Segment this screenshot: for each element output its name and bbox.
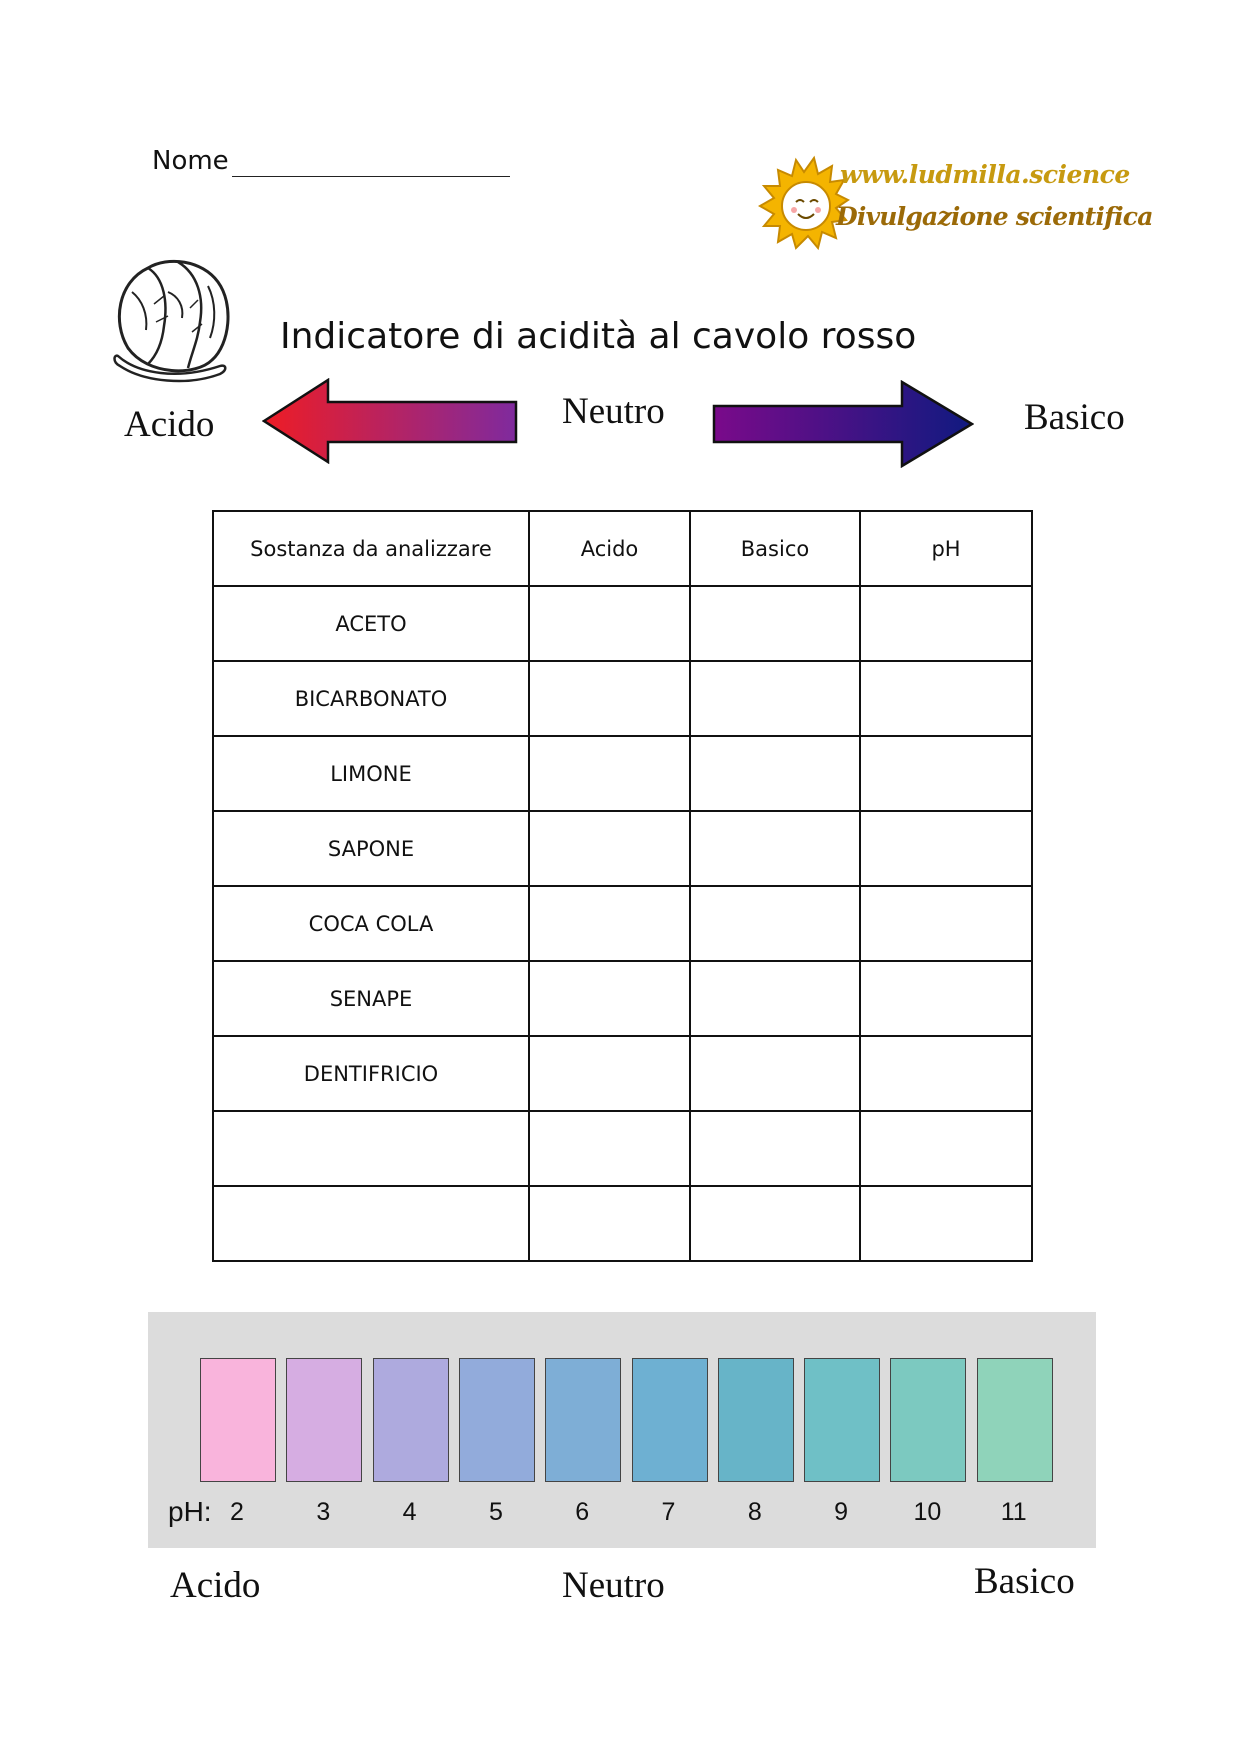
ph-value-label: 11	[1000, 1498, 1027, 1526]
acid-label-top: Acido	[124, 404, 215, 445]
answer-cell[interactable]	[690, 1036, 860, 1111]
answer-cell[interactable]	[529, 661, 690, 736]
substance-cell: SAPONE	[213, 811, 529, 886]
table-header-row	[213, 511, 1032, 586]
neutral-label-top: Neutro	[562, 391, 665, 432]
table-row	[213, 1186, 1032, 1261]
ph-value-label: 8	[747, 1498, 762, 1526]
answer-cell[interactable]	[529, 586, 690, 661]
table-row	[213, 586, 1032, 661]
table-header-cell: Acido	[529, 511, 690, 586]
ph-color-scale	[148, 1312, 1096, 1548]
acid-label-bottom: Acido	[170, 1565, 261, 1606]
answer-cell[interactable]	[529, 961, 690, 1036]
answer-cell[interactable]	[860, 1036, 1032, 1111]
table-header-cell: pH	[860, 511, 1032, 586]
ph-swatch	[545, 1358, 621, 1482]
ph-swatch	[890, 1358, 966, 1482]
table-row	[213, 811, 1032, 886]
table-row	[213, 961, 1032, 1036]
answer-cell[interactable]	[860, 586, 1032, 661]
ph-swatch	[977, 1358, 1053, 1482]
ph-value-label: 10	[913, 1498, 942, 1526]
answer-cell[interactable]	[860, 1186, 1032, 1261]
answer-cell[interactable]	[529, 811, 690, 886]
ph-value-label: 9	[834, 1498, 849, 1526]
table-row	[213, 736, 1032, 811]
neutral-label-bottom: Neutro	[562, 1565, 665, 1606]
ph-value-label: 7	[661, 1498, 676, 1526]
name-field-line[interactable]	[232, 176, 510, 177]
substance-cell: LIMONE	[213, 736, 529, 811]
substance-cell: COCA COLA	[213, 886, 529, 961]
answer-cell[interactable]	[690, 736, 860, 811]
answer-cell[interactable]	[860, 736, 1032, 811]
basic-label-bottom: Basico	[974, 1561, 1075, 1602]
table-row	[213, 886, 1032, 961]
ph-swatch	[286, 1358, 362, 1482]
results-table	[212, 510, 1033, 1262]
substance-cell[interactable]	[213, 1186, 529, 1261]
answer-cell[interactable]	[690, 661, 860, 736]
answer-cell[interactable]	[529, 886, 690, 961]
table-row	[213, 661, 1032, 736]
answer-cell[interactable]	[860, 1111, 1032, 1186]
table-row	[213, 1036, 1032, 1111]
acid-arrow-icon	[262, 378, 518, 464]
ph-swatch	[373, 1358, 449, 1482]
ph-value-label: 2	[230, 1498, 244, 1526]
answer-cell[interactable]	[529, 1036, 690, 1111]
answer-cell[interactable]	[529, 1111, 690, 1186]
ph-value-label: 4	[402, 1498, 417, 1526]
logo-tagline: Divulgazione scientifica	[836, 202, 1153, 231]
basic-arrow-icon	[712, 380, 974, 468]
name-label: Nome	[152, 146, 229, 176]
answer-cell[interactable]	[690, 1186, 860, 1261]
ph-swatch	[459, 1358, 535, 1482]
sun-face-icon	[760, 158, 848, 248]
answer-cell[interactable]	[860, 661, 1032, 736]
table-header-cell: Basico	[690, 511, 860, 586]
answer-cell[interactable]	[690, 1111, 860, 1186]
table-header-cell: Sostanza da analizzare	[213, 511, 529, 586]
table-row	[213, 1111, 1032, 1186]
table-body	[213, 586, 1032, 1261]
logo-url-text: www.ludmilla.science	[840, 160, 1130, 189]
ph-scale-label: pH:	[168, 1496, 212, 1527]
ph-swatch	[718, 1358, 794, 1482]
cabbage-icon	[108, 252, 238, 384]
ph-value-label: 5	[488, 1498, 503, 1526]
answer-cell[interactable]	[860, 961, 1032, 1036]
answer-cell[interactable]	[860, 886, 1032, 961]
ph-value-label: 6	[575, 1498, 590, 1526]
ph-swatch	[200, 1358, 276, 1482]
substance-cell: DENTIFRICIO	[213, 1036, 529, 1111]
substance-cell: BICARBONATO	[213, 661, 529, 736]
ph-value-label: 3	[316, 1498, 331, 1526]
answer-cell[interactable]	[690, 811, 860, 886]
answer-cell[interactable]	[860, 811, 1032, 886]
substance-cell: SENAPE	[213, 961, 529, 1036]
page-title: Indicatore di acidità al cavolo rosso	[280, 316, 917, 357]
answer-cell[interactable]	[690, 586, 860, 661]
ph-swatch	[632, 1358, 708, 1482]
answer-cell[interactable]	[690, 961, 860, 1036]
answer-cell[interactable]	[529, 1186, 690, 1261]
substance-cell[interactable]	[213, 1111, 529, 1186]
answer-cell[interactable]	[529, 736, 690, 811]
ph-swatch	[804, 1358, 880, 1482]
substance-cell: ACETO	[213, 586, 529, 661]
basic-label-top: Basico	[1024, 397, 1125, 438]
answer-cell[interactable]	[690, 886, 860, 961]
